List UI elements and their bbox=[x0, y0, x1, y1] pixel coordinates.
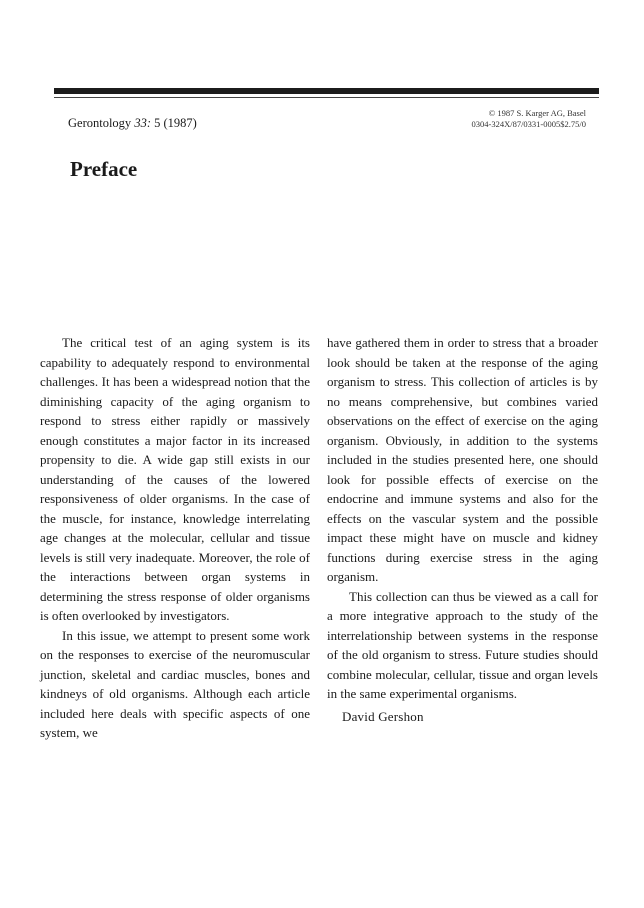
journal-volume: 33: bbox=[134, 116, 151, 130]
copyright-line: © 1987 S. Karger AG, Basel bbox=[488, 108, 586, 118]
copyright-notice bbox=[346, 108, 586, 130]
right-text-column bbox=[327, 333, 598, 704]
journal-pages-year: 5 (1987) bbox=[154, 116, 197, 130]
header-rule-thin bbox=[54, 97, 599, 98]
journal-citation bbox=[68, 116, 197, 131]
article-title: Preface bbox=[70, 157, 138, 181]
paragraph: This collection can thus be viewed as a call for a more integrative approach to the study of the interrelationship between systems in the response of the old organism to stress. Future studies should combine molecular, cellular, tissue and organ levels in the same experimental organisms. bbox=[327, 588, 598, 701]
paragraph: In this issue, we attempt to present some work on the responses to exercise of the neuromuscular junction, skeletal and cardiac muscles, bones and kindneys of old organisms. Although each article included here deals with specific aspects of one system, we bbox=[40, 627, 310, 740]
header-rule-thick bbox=[54, 88, 599, 94]
issn-line: 0304-324X/87/0331-0005$2.75/0 bbox=[471, 119, 586, 129]
left-text-column bbox=[40, 333, 310, 743]
author-signature: David Gershon bbox=[342, 709, 424, 724]
paragraph: have gathered them in order to stress that a broader look should be taken at the response of the aging organism to stress. This collection of articles is by no means comprehensive, but combines varied observations on the effect of exercise on the aging organism. Obviously, in addition to the systems included in the studies presented here, one should look for possible effects of exercise on the endocrine and immune systems and also for the effects on the vascular system and the possible impact these might have on muscle and kidney functions during exercise stress in the aging organism. bbox=[327, 335, 598, 584]
paragraph: The critical test of an aging system is its capability to adequately respond to environmental challenges. It has been a widespread notion that the diminishing capacity of the aging organism to respond to stress either rapidly or massively enough constitutes a major factor in its increased propensity to die. A wide gap still exists in our understanding of the causes of the lowered responsiveness of older organisms. In the case of the muscle, for instance, knowledge interrelating age changes at the molecular, cellular and tissue levels is still very inadequate. Moreover, the role of the interactions between organ systems in determining the stress response of older organisms is often overlooked by investigators. bbox=[40, 335, 310, 623]
journal-name: Gerontology bbox=[68, 116, 132, 130]
